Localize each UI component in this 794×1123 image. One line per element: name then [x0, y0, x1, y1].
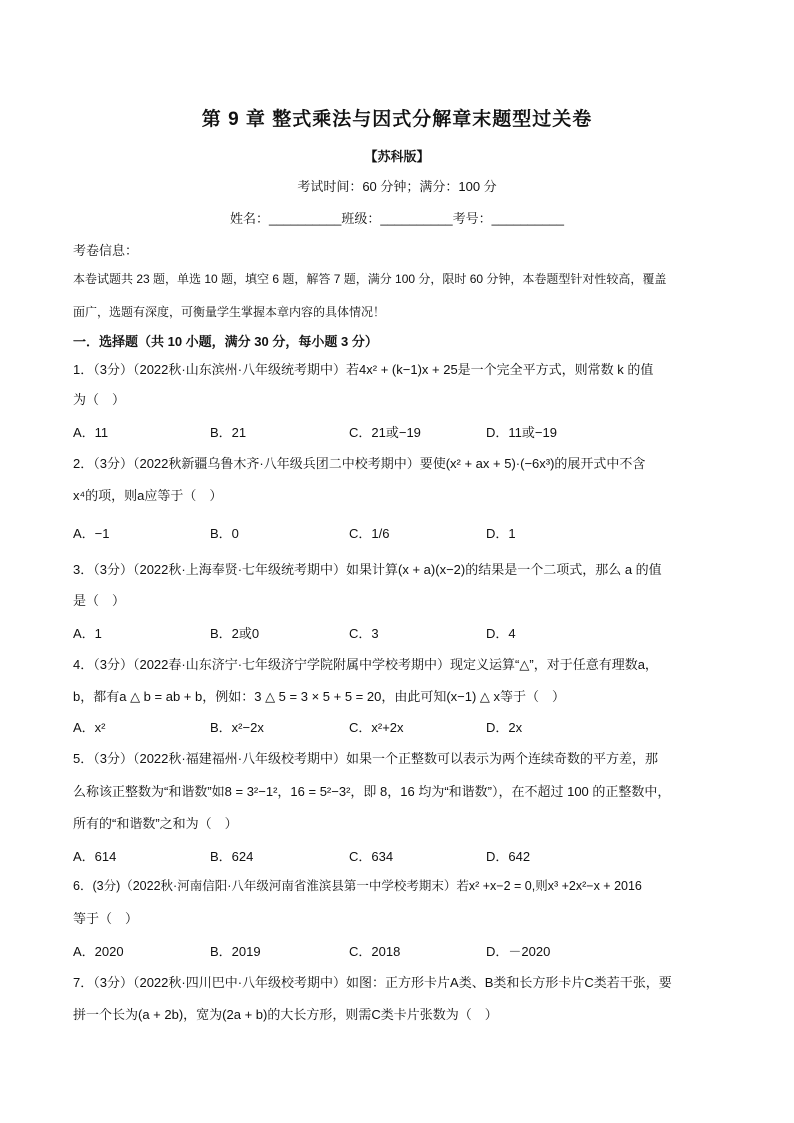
question-1-option-a: A．11: [73, 425, 109, 440]
question-4-option-a: A．x²: [73, 720, 106, 735]
question-1-option-c: C．21或−19: [349, 425, 421, 440]
question-2-option-a: A．−1: [73, 526, 110, 541]
student-info: 姓名：__________班级：__________考号：__________: [230, 211, 564, 226]
question-3-option-a: A．1: [73, 626, 102, 641]
question-6-option-a: A．2020: [73, 944, 124, 959]
question-6-option-b: B．2019: [210, 944, 261, 959]
question-1-option-b: B．21: [210, 425, 247, 440]
question-3-stem-cont: 是（ ）: [73, 593, 126, 608]
question-7-stem-cont: 拼一个长为(a + 2b)，宽为(2a + b)的大长方形，则需C类卡片张数为（ ）: [73, 1007, 498, 1022]
question-5-option-a: A．614: [73, 849, 117, 864]
question-5-option-b: B．624: [210, 849, 254, 864]
question-6-option-c: C．2018: [349, 944, 401, 959]
notes-line-2: 面广，选题有深度，可衡量学生掌握本章内容的具体情况！: [73, 305, 386, 319]
notes-line-1: 本卷试题共 23 题，单选 10 题，填空 6 题，解答 7 题，满分 100 分，限时 60 分钟，本卷题型针对性较高，覆盖: [73, 272, 667, 286]
exam-info: 考试时间：60 分钟；满分：100 分: [297, 179, 497, 194]
question-4-stem: 4．（3分）（2022春·山东济宁·七年级济宁学院附属中学校考期中）现定义运算“△”，对于任意有理数a，: [73, 657, 658, 672]
question-6-option-d: D．－2020: [486, 944, 551, 959]
question-1-stem: 1．（3分）（2022秋·山东滨州·八年级统考期中）若4x² + (k−1)x + 25是一个完全平方式，则常数 k 的值: [73, 362, 654, 377]
question-4-option-c: C．x²+2x: [349, 720, 404, 735]
question-5-option-c: C．634: [349, 849, 394, 864]
question-3-stem: 3．（3分）（2022秋·上海奉贤·七年级统考期中）如果计算(x + a)(x−2)的结果是一个二项式，那么 a 的值: [73, 562, 662, 577]
question-5-stem-cont: 么称该正整数为“和谐数”如8 = 3²−1²，16 = 5²−3²，即 8，16 均为“和谐数”），在不超过 100 的正整数中，: [73, 784, 671, 799]
question-3-option-b: B．2或0: [210, 626, 260, 641]
question-2-option-b: B．0: [210, 526, 239, 541]
page-title: 第 9 章 整式乘法与因式分解章末题型过关卷: [201, 109, 593, 130]
section-heading: 一．选择题（共 10 小题，满分 30 分，每小题 3 分）: [73, 334, 378, 349]
edition-label: 【苏科版】: [364, 149, 430, 164]
question-4-option-d: D．2x: [486, 720, 523, 735]
question-7-stem: 7．（3分）（2022秋·四川巴中·八年级校考期中）如图：正方形卡片A类、B类和长方形卡片C类若干张，要: [73, 975, 672, 990]
question-1-option-d: D．11或−19: [486, 425, 557, 440]
question-3-option-d: D．4: [486, 626, 516, 641]
question-5-stem-cont-2: 所有的“和谐数”之和为（ ）: [73, 816, 238, 831]
question-6-stem-cont: 等于（ ）: [73, 911, 139, 926]
question-5-option-d: D．642: [486, 849, 531, 864]
question-2-option-c: C．1/6: [349, 526, 390, 541]
question-6-stem: 6．(3分)（2022秋·河南信阳·八年级河南省淮滨县第一中学校考期末）若x² +x−2 = 0,则x³ +2x²−x + 2016: [73, 879, 642, 893]
question-1-stem-cont: 为（ ）: [73, 392, 126, 407]
notes-label: 考卷信息：: [73, 243, 139, 258]
question-2-stem: 2．（3分）（2022秋新疆乌鲁木齐·八年级兵团二中校考期中）要使(x² + ax + 5)·(−6x³)的展开式中不含: [73, 456, 646, 471]
question-3-option-c: C．3: [349, 626, 379, 641]
question-2-option-d: D．1: [486, 526, 516, 541]
question-4-option-b: B．x²−2x: [210, 720, 264, 735]
question-5-stem: 5．（3分）（2022秋·福建福州·八年级校考期中）如果一个正整数可以表示为两个连续奇数的平方差，那: [73, 751, 659, 766]
question-4-stem-cont: b，都有a △ b = ab + b，例如：3 △ 5 = 3 × 5 + 5 = 20，由此可知(x−1) △ x等于（ ）: [73, 689, 566, 704]
question-2-stem-cont: x⁴的项，则a应等于（ ）: [73, 488, 223, 503]
